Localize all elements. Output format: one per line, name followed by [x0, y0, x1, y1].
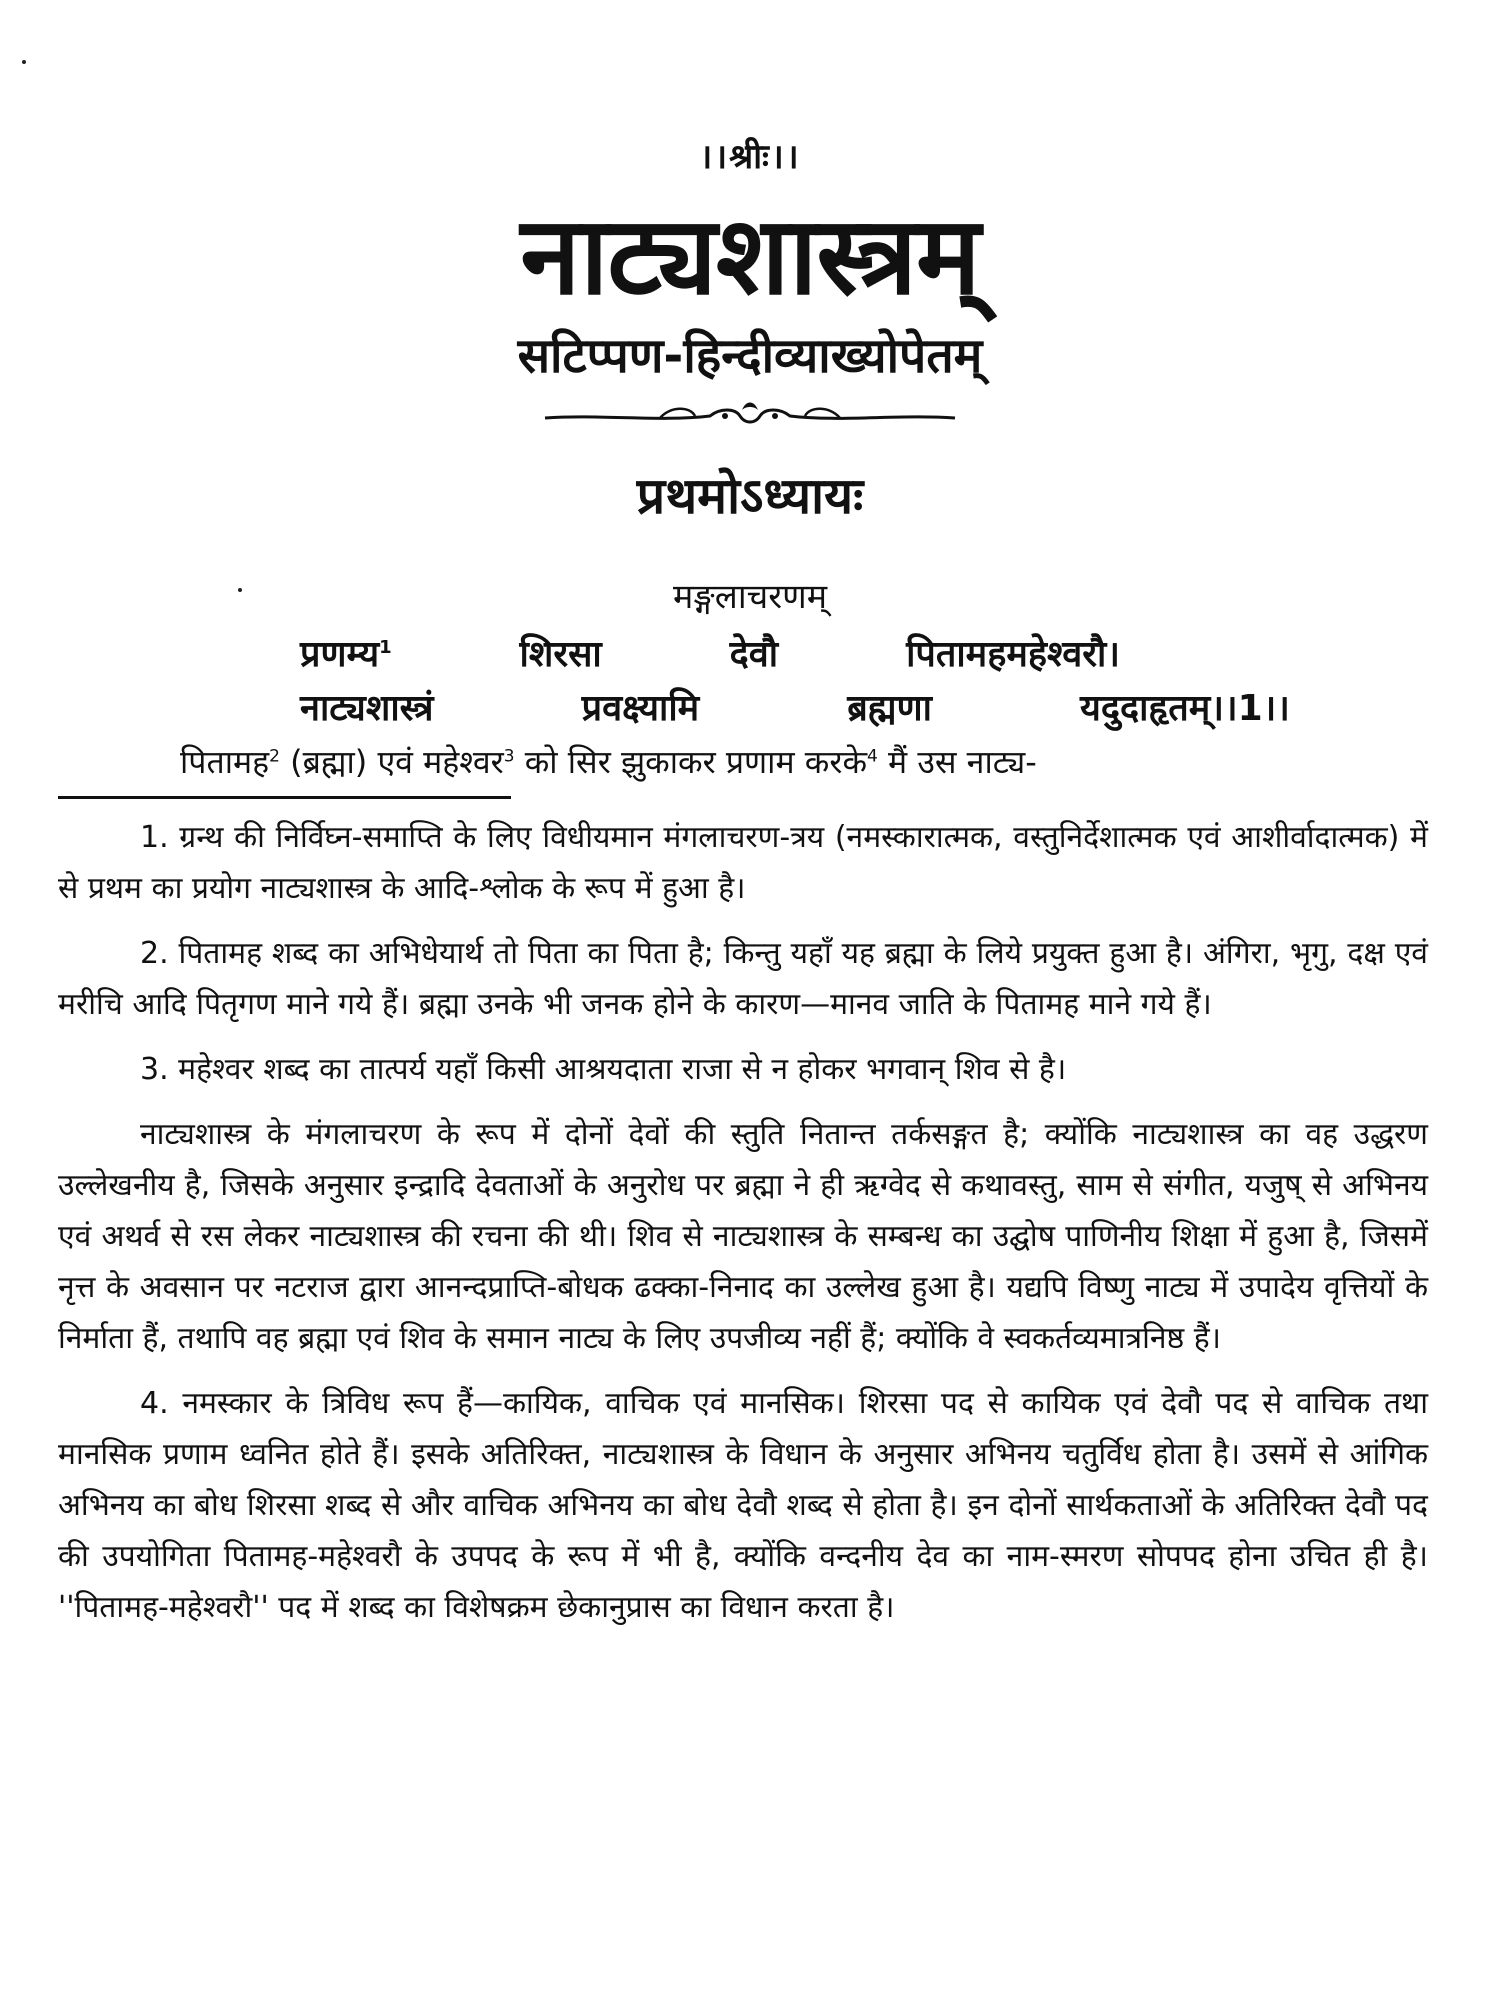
- scan-speck: [22, 60, 26, 64]
- scan-speck: [238, 588, 242, 592]
- verse-line-2: [300, 682, 1290, 731]
- decorative-flourish-icon: [540, 396, 960, 436]
- page-title: नाट्यशास्त्रम्: [520, 194, 980, 319]
- verse-word: यदुदाहृतम्।।1।।: [1080, 688, 1290, 729]
- footnote-divider: [58, 796, 511, 799]
- footnotes: [58, 812, 1428, 1647]
- footnote-3: 3. महेश्वर शब्द का तात्पर्य यहाँ किसी आश्रयदाता राजा से न होकर भगवान् शिव से है।: [140, 1052, 1067, 1087]
- verse-word: पितामहमहेश्वरौ।: [906, 634, 1120, 675]
- verse-word: ब्रह्मणा: [847, 688, 932, 729]
- verse-word: देवौ: [729, 634, 779, 675]
- verse-line-1: [300, 628, 1120, 677]
- verse-word: प्रणम्य$^1$: [300, 634, 392, 675]
- footnote-3-continued: नाट्यशास्त्र के मंगलाचरण के रूप में दोनों देवों की स्तुति नितान्त तर्कसङ्गत है; क्योंकि नाट्यशास्त्र का वह उद्धरण उल्लेखनीय है, जिसके अनुसार इन्द्रादि देवताओं के अनुरोध पर ब्रह्मा ने ही ऋग्वेद से कथावस्तु, साम से संगीत, यजुष् से अभिनय एवं अथर्व से रस लेकर नाट्यशास्त्र की रचना की थी। शिव से नाट्यशास्त्र के सम्बन्ध का उद्घोष पाणिनीय शिक्षा में हुआ है, जिसमें नृत्त के अवसान पर नटराज द्वारा आनन्दप्राप्ति-बोधक ढक्का-निनाद का उल्लेख हुआ है। यद्यपि विष्णु नाट्य में उपादेय वृत्तियों के निर्माता हैं, तथापि वह ब्रह्मा एवं शिव के समान नाट्य के लिए उपजीव्य नहीं हैं; क्योंकि वे स्वकर्तव्यमात्रनिष्ठ हैं।: [58, 1117, 1428, 1356]
- footnote-2: 2. पितामह शब्द का अभिधेयार्थ तो पिता का पिता है; किन्तु यहाँ यह ब्रह्मा के लिये प्रयुक्त हुआ है। अंगिरा, भृगु, दक्ष एवं मरीचि आदि पितृगण माने गये हैं। ब्रह्मा उनके भी जनक होने के कारण—मानव जाति के पितामह माने गये हैं।: [58, 936, 1428, 1022]
- verse-word: नाट्यशास्त्रं: [300, 688, 434, 729]
- section-title: मङ्गलाचरणम्: [672, 577, 828, 617]
- footnote-1: 1. ग्रन्थ की निर्विघ्न-समाप्ति के लिए विधीयमान मंगलाचरण-त्रय (नमस्कारात्मक, वस्तुनिर्देशात्मक एवं आशीर्वादात्मक) में से प्रथम का प्रयोग नाट्यशास्त्र के आदि-श्लोक के रूप में हुआ है।: [58, 820, 1428, 906]
- page-subtitle: सटिप्पण-हिन्दीव्याख्योपेतम्: [517, 328, 983, 384]
- verse-word: शिरसा: [519, 634, 602, 675]
- footnote-4: 4. नमस्कार के त्रिविध रूप हैं—कायिक, वाचिक एवं मानसिक। शिरसा पद से कायिक एवं देवौ पद से वाचिक तथा मानसिक प्रणाम ध्वनित होते हैं। इसके अतिरिक्त, नाट्यशास्त्र के विधान के अनुसार अभिनय चतुर्विध होता है। उसमें से आंगिक अभिनय का बोध शिरसा शब्द से और वाचिक अभिनय का बोध देवौ शब्द से होता है। इन दोनों सार्थकताओं के अतिरिक्त देवौ पद की उपयोगिता पितामह-महेश्वरौ के उपपद के रूप में भी है, क्योंकि वन्दनीय देव का नाम-स्मरण सोपपद होना उचित ही है। ''पितामह-महेश्वरौ'' पद में शब्द का विशेषक्रम छेकानुप्रास का विधान करता है।: [58, 1386, 1428, 1625]
- verse-word: प्रवक्ष्यामि: [581, 688, 700, 729]
- invocation-text: ।।श्रीः।।: [699, 137, 801, 177]
- chapter-title: प्रथमोऽध्यायः: [636, 467, 864, 525]
- translation-line: पितामह$^2$ (ब्रह्मा) एवं महेश्वर$^3$ को सिर झुकाकर प्रणाम करके$^4$ मैं उस नाट्य-: [180, 743, 1037, 781]
